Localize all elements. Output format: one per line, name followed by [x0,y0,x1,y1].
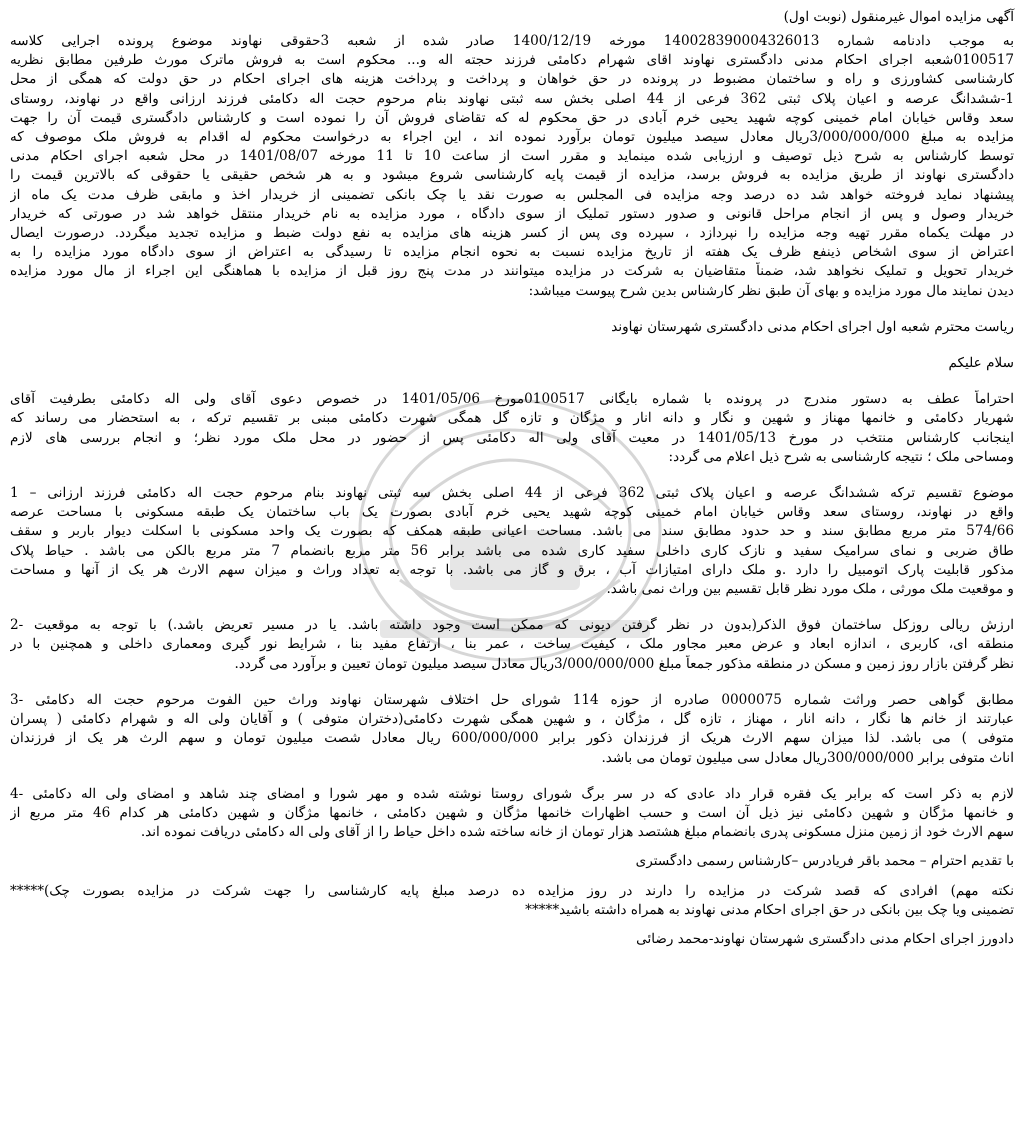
item-2-line: نظر گرفتن بازار روز زمین و مسکن در منطقه مذکور جمعاً مبلغ 3/000/000/000ریال معادل سیصد میلیون تومان تعیین و برآورد می گردد. [234,655,1014,672]
intro-paragraph [10,32,1014,301]
intro-line: دادگستری نهاوند از طریق مزایده به فروش برسد، مزایده از قیمت پایه کارشناسی شروع میشود و به هر شخص حقیقی یا حقوقی که بالاترین قیمت را [10,167,1014,184]
important-note-line: نکته مهم) افرادی که قصد شرکت در مزایده را دارند در روز مزایده ده درصد مبلغ پایه کارشناسی را جهت شرکت در مزایده بصورت چک)***** [10,882,1014,899]
respect-line: ومساحی ملک ؛ نتیجه کارشناسی به شرح ذیل اعلام می گردد: [668,448,1014,465]
item-4-line: لازم به ذکر است که برابر یک فقره قرار داد عادی که در سر برگ شورای روستا نوشته شده و مهر شورا و امضای چند شاهد و امضای ولی اله دکامئی -4 [10,785,1014,802]
intro-line: خریدار تحویل و تملیک نخواهد شد، ضمناً متقاضیان به شرکت در مزایده میتوانند در مدت پنج روز قبل از مزایده با هماهنگی این اجراء از مال مورد مزایده [10,263,1014,280]
intro-line: سعد وقاس خیابان امام خمینی کوچه شهید یحیی خرم آبادی در حق محکوم له که تقاضای فروش آن را نموده است و کارشناس دادگستری قیمت آن را جهت [10,109,1014,126]
respect-line: احتراماً عطف به دستور مندرج در پرونده با شماره بایگانی 0100517مورخ 1401/05/06 در خصوص دعوی آقای ولی اله دکامئی بطرفیت آقای [10,391,1014,408]
intro-line: پیشنهاد نماید فروخته خواهد شد ده درصد وجه مزایده فی المجلس به صورت نقد یا چک بانکی تضمینی از خریدار اخذ و مابقی ظرف مدت یک ماه از [10,186,1014,203]
item-4-line: و خانمها مژگان و شهین دکامئی نیز ذیل آن است و حسب اظهارات خانمها مژگان و شهین دکامئی ، خانمها مژگان و شهین دکامئی هر کدام 46 متر مربع از [10,804,1014,821]
item-3-line: عبارتند از خانم ها نگار ، دانه انار ، مهناز ، تازه گل ، مژگان ، و شهین همگی شهرت دکامئی(دختران متوفی ) و آقایان ولی اله و شهرام دکامئی ( پسران [10,711,1014,728]
intro-line: 0100517شعبه اجرای احکام مدنی دادگستری نهاوند اقای شهرام دکامئی فرزند حجته اله و... محکوم است به فروش ماترک مورث طرفین مطابق نظریه [10,52,1014,69]
intro-line: به موجب دادنامه شماره 140028390004326013 مورخه 1400/12/19 صادر شده از شعبه 3حقوقی نهاوند موضوع پرونده اجرایی کلاسه [10,33,1014,49]
footer-signature: دادورز اجرای احکام مدنی دادگستری شهرستان نهاوند-محمد رضائی [636,930,1014,947]
item-1-line: واقع در نهاوند، روستای سعد وقاس خیابان امام خمینی کوچه شهید یحیی خرم آبادی بصورت یک باب ساختمان یک طبقه مسکونی با مساحت عرصه [10,504,1014,521]
respect-line: اینجانب کارشناس منتخب در مورخ 1401/05/13 در معیت آقای ولی اله دکامئی پس از حضور در محل ملک مورد نظر؛ و انجام بررسی های لازم [10,429,1014,446]
important-note-line: تضمینی ویا چک بین بانکی در حق اجرای احکام مدنی نهاوند به همراه داشته باشید***** [525,901,1014,918]
intro-line: مزایده به مبلغ 3/000/000/000ریال معادل سیصد میلیون تومان برآورد نموده اند ، این اجراء به درخواست محکوم له اقدام به فروش ملک موصوف که [10,129,1014,146]
item-1-line: طاق ضربی و نمای سرامیک سفید و نازک کاری داخلی سفید کاری شده می باشد برابر 56 متر مربع بانضمام 7 متر مربع بالکن می باشد . حیاط پلاک [10,542,1014,559]
intro-line: دیدن نمایند مال مورد مزایده و بهای آن طبق نظر کارشناس بدین شرح پیوست میباشد: [528,282,1014,299]
item-3-line: متوفی ) می باشد. لذا میزان سهم الارث هریک از فرزندان ذکور برابر 600/000/000 ریال معادل شصت میلیون تومان و سهم الرث هر یک از فرزندان [10,730,1014,747]
intro-line: اعتراض از سوی اشخاص ذینفع ظرف یک هفته از تاریخ مزایده نسبت به نحوه انجام مزایده تا رسیدگی به اعتراض از سوی دادگاه مورد مزایده را به [10,244,1014,261]
item-1-paragraph [10,484,1014,599]
intro-line: 1-ششدانگ عرصه و اعیان پلاک ثبتی 362 فرعی از 44 اصلی بخش سه ثبتی نهاوند بنام مرحوم حجت اله دکامئی فرزند ارزانی واقع در نهاوند، روستای [10,90,1014,107]
intro-line: در مهلت یکماه مقرر تهیه وجه مزایده را نپردازد ، سپرده وی پس از کسر هزینه های مزایده به نفع دولت ضبط و مزایده تجدید میگردد. درصورت ایصال [10,225,1014,242]
greeting: سلام علیکم [948,355,1014,372]
respect-line: شهریار دکامئی و خانمها مهناز و شهین و نگار و دانه انار و مژگان و تازه گل همگی شهرت دکامئی مبنی بر تقسیم ترکه ، به استحضار می رساند که [10,410,1014,427]
item-2-line: منطقه ای، کاربری ، اندازه ابعاد و عرض معبر مجاور ملک ، کیفیت ساخت ، عمر بنا ، ارتفاع مفید بنا ، شرایط نور گیری ومعماری داخلی و همچنین با در [10,636,1014,653]
item-2-line: ارزش ریالی روزکل ساختمان فوق الذکر(بدون در نظر گرفتن دیونی که ممکن است وجود داشته باشد. یا در مسیر تعریض باشد.) با توجه به موقعیت -2 [10,617,1014,634]
intro-line: توسط کارشناس به شرح ذیل توصیف و ارزیابی شده مینماید و مقرر است از ساعت 10 تا 11 مورخه 1401/08/07 در محل شعبه اجرای احکام مدنی [10,148,1014,165]
expert-signature: با تقدیم احترام – محمد باقر فریادرس –کارشناس رسمی دادگستری [635,853,1014,870]
notice-title: آگهی مزایده اموال غیرمنقول (نوبت اول) [783,9,1014,25]
intro-line: خریدار وصول و پس از انجام مراحل قانونی و صدور دستور تملیک از سوی دادگاه ، مورد مزایده به نام خریدار منتقل خواهد شد در صورتی که خریدار [10,205,1014,222]
intro-line: کارشناسی کشاورزی و راه و ساختمان مضبوط در پرونده در حق خواهان و پرداخت و پرداخت هزینه های اجرای احکام در حق دولت که همگی از محل [10,71,1014,88]
item-1-line: موضوع تقسیم ترکه ششدانگ عرصه و اعیان پلاک ثبتی 362 فرعی از 44 اصلی بخش سه ثبتی نهاوند بنام مرحوم حجت اله دکامئی فرزند ارزانی – 1 [10,485,1014,502]
important-note [10,882,1014,920]
item-4-paragraph [10,785,1014,843]
addressee: ریاست محترم شعبه اول اجرای احکام مدنی دادگستری شهرستان نهاوند [611,318,1014,335]
item-2-paragraph [10,616,1014,674]
item-3-line: مطابق گواهی حصر وراثت شماره 0000075 صادره از حوزه 114 شورای حل اختلاف شهرستان نهاوند وراث حین الفوت مرحوم حجت اله دکامئی -3 [10,691,1014,708]
item-1-line: مذکور قابلیت پارک اتومبیل را دارد .و ملک دارای امتیازات آب ، برق و گاز می باشد. با توجه به تعداد وراث و میزان سهم الارث هر یک از آنها و مساحت [10,561,1014,578]
item-3-line: اناث متوفی برابر 300/000/000ریال معادل سی میلیون تومان می باشد. [601,749,1014,766]
item-1-line: 574/66 متر مربع مطابق سند و حد حدود مطابق سند می باشد. مساحت اعیانی طبقه همکف که بصورت یک واحد مسکونی با اسکلت دیوار باربر و سقف [10,523,1014,540]
item-4-line: سهم الارث خود از زمین منزل مسکونی پدری بانضمام مبلغ هشتصد هزار تومان از خانه ساخته شده داخل حیاط را از آقای ولی اله دکامئی دریافت نموده اند. [140,824,1014,841]
item-3-paragraph [10,691,1014,768]
notice-content [10,8,1014,949]
respect-paragraph [10,390,1014,467]
item-1-line: و موقعیت ملک مورثی ، ملک مورد نظر قابل تقسیم بین وراث نمی باشد. [606,581,1014,598]
